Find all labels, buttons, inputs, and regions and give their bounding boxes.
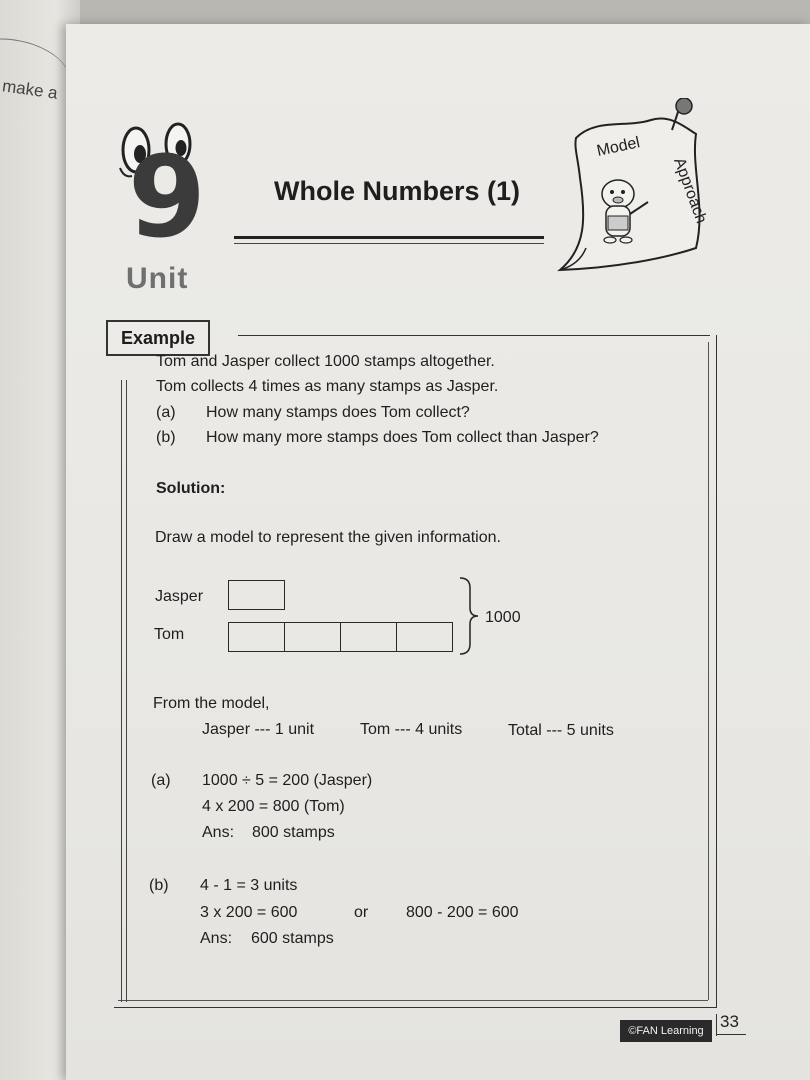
workbook-page: [66, 24, 810, 1080]
problem-line-1: Tom and Jasper collect 1000 stamps altogether.: [156, 353, 495, 370]
tom-unit-bar: [396, 622, 453, 652]
answer-a-ans-value: 800 stamps: [252, 824, 335, 841]
example-label: Example: [106, 320, 210, 356]
answer-a-line-1: 1000 ÷ 5 = 200 (Jasper): [202, 772, 373, 789]
tom-label: Tom: [154, 626, 185, 643]
problem-line-2: Tom collects 4 times as many stamps as Jasper.: [156, 378, 499, 395]
tom-unit-bar: [340, 622, 397, 652]
jasper-unit-bar: [228, 580, 285, 610]
jasper-label: Jasper: [155, 588, 204, 605]
tom-unit-bar: [228, 622, 285, 652]
model-instruction: Draw a model to represent the given information.: [155, 529, 501, 546]
answer-a-ans-label: Ans:: [202, 824, 235, 841]
frame-left-line-inner: [126, 380, 127, 1002]
from-model-jasper: Jasper --- 1 unit: [202, 721, 315, 738]
problem-part-a-label: (a): [156, 404, 176, 421]
example-rule: [238, 335, 710, 336]
page-title: Whole Numbers (1): [274, 176, 521, 206]
answer-b-ans-label: Ans:: [200, 930, 233, 947]
page-number: 33: [720, 1012, 739, 1031]
frame-inner-right: [708, 342, 709, 1000]
answer-b-line-1: 4 - 1 = 3 units: [200, 877, 298, 894]
title-underline: [234, 236, 544, 239]
publisher-badge: ©FAN Learning: [620, 1020, 712, 1042]
tom-unit-bar: [284, 622, 341, 652]
problem-part-b-label: (b): [156, 429, 176, 446]
badge-approach-text: Approach: [670, 155, 710, 226]
answer-b-ans-value: 600 stamps: [251, 930, 334, 947]
answer-b-line-2a: 3 x 200 = 600: [200, 904, 298, 921]
problem-part-a-text: How many stamps does Tom collect?: [206, 404, 470, 421]
previous-page-text: make a: [1, 76, 59, 103]
answer-b-line-2b: 800 - 200 = 600: [406, 904, 519, 921]
total-value: 1000: [485, 609, 521, 626]
frame-left-line: [121, 380, 122, 1002]
badge-model-text: Model: [595, 134, 642, 160]
model-approach-scroll-icon: [556, 98, 716, 278]
from-model-tom: Tom --- 4 units: [360, 721, 463, 738]
from-model-heading: From the model,: [153, 695, 270, 712]
unit-number: 9: [128, 133, 202, 263]
answer-a-label: (a): [151, 772, 171, 789]
from-model-total: Total --- 5 units: [508, 722, 614, 739]
solution-heading: Solution:: [156, 480, 226, 497]
page-number-divider: [716, 1014, 717, 1036]
frame-inner-bottom: [118, 1000, 708, 1001]
answer-b-or: or: [354, 904, 369, 921]
unit-word: Unit: [126, 262, 189, 295]
answer-a-line-2: 4 x 200 = 800 (Tom): [202, 798, 345, 815]
page-number-underline: [716, 1034, 746, 1035]
problem-part-b-text: How many more stamps does Tom collect than Jasper?: [206, 429, 599, 446]
total-brace-icon: [458, 576, 482, 656]
answer-b-label: (b): [149, 877, 169, 894]
title-underline-thin: [234, 243, 544, 244]
